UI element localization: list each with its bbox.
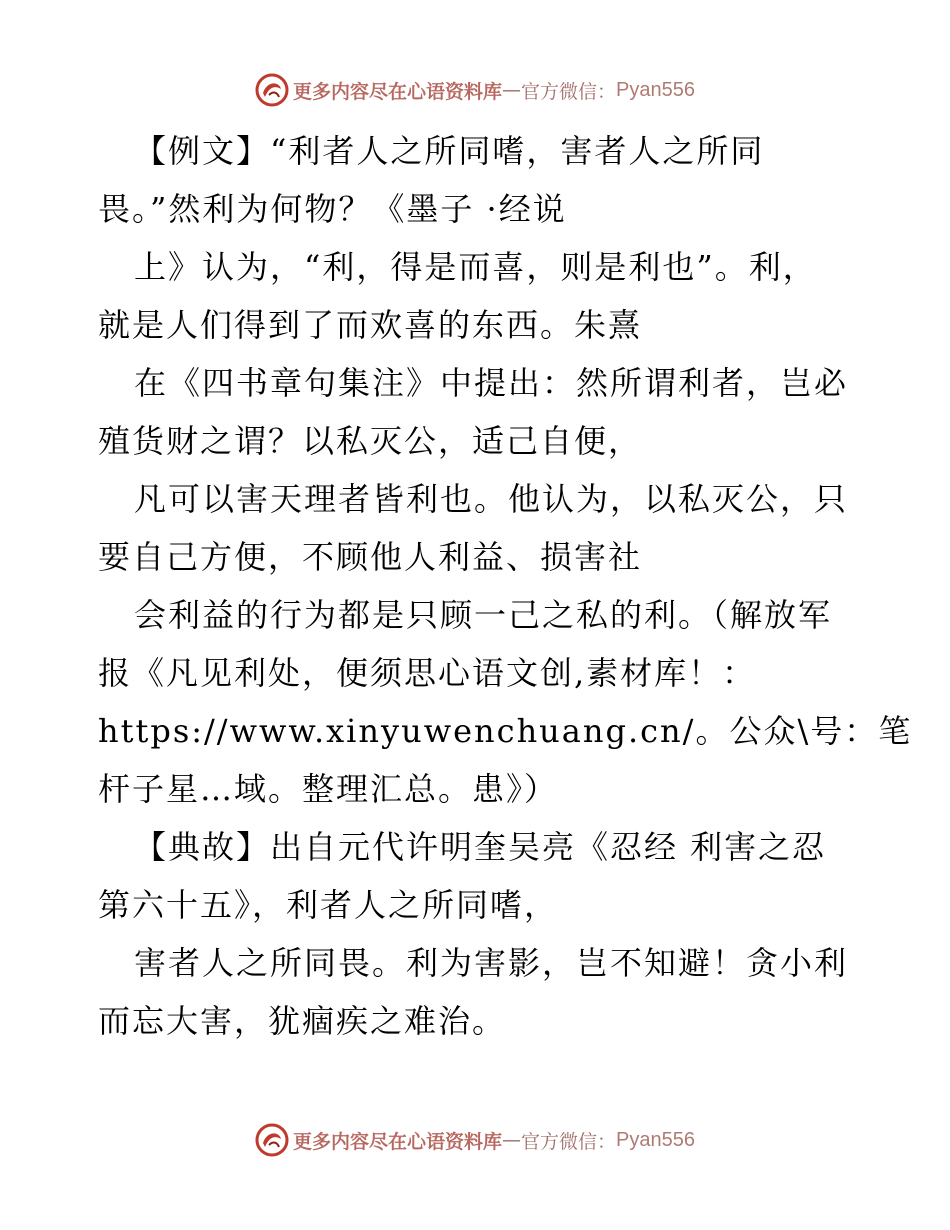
header-wechat-id: Pyan556 [616, 78, 695, 101]
body-line: 在《四书章句集注》中提出：然所谓利者，岂必 [134, 364, 849, 402]
body-line: 【典故】出自元代许明奎吴亮《忍经 利害之忍 [134, 828, 827, 866]
header-separator: — [502, 79, 522, 101]
footer-wechat-id: Pyan556 [616, 1128, 695, 1151]
body-line: 害者人之所同畏。利为害影，岂不知避！贪小利 [134, 944, 849, 982]
body-line: 第六十五》，利者人之所同嗜， [98, 886, 559, 924]
body-line: 凡可以害天理者皆利也。他认为，以私灭公，只 [134, 480, 849, 518]
footer-slogan: 更多内容尽在心语资料库 [293, 1130, 503, 1153]
header-slogan: 更多内容尽在心语资料库 [293, 80, 503, 103]
header-banner [0, 70, 950, 110]
body-line: https://www.xinyuwenchuang.cn/。公众\号：笔 [98, 712, 913, 750]
body-line: 上》认为，“利，得是而喜，则是利也”。利， [134, 248, 817, 286]
document-body [98, 122, 913, 1050]
header-wechat-label: 官方微信： [521, 80, 617, 103]
red-swirl-logo-icon [255, 73, 289, 107]
red-swirl-logo-icon [255, 1123, 289, 1157]
body-line: 畏。”然利为何物？《墨子 ·经说 [98, 190, 567, 228]
body-line: 【例文】“利者人之所同嗜，害者人之所同 [134, 132, 765, 170]
footer-banner [0, 1120, 950, 1160]
footer-separator: — [502, 1129, 522, 1151]
footer-wechat-label: 官方微信： [521, 1130, 617, 1153]
body-line: 会利益的行为都是只顾一己之私的利。（解放军 [134, 596, 833, 634]
body-line: 报《凡见利处，便须思心语文创,素材库！： [98, 654, 757, 692]
body-line: 杆子星…域。整理汇总。患》） [98, 770, 559, 808]
body-line: 而忘大害，犹痼疾之难治。 [98, 1002, 507, 1040]
body-line: 要自己方便，不顾他人利益、损害社 [98, 538, 643, 576]
body-line: 就是人们得到了而欢喜的东西。朱熹 [98, 306, 643, 344]
body-line: 殖货财之谓？以私灭公，适己自便， [98, 422, 643, 460]
